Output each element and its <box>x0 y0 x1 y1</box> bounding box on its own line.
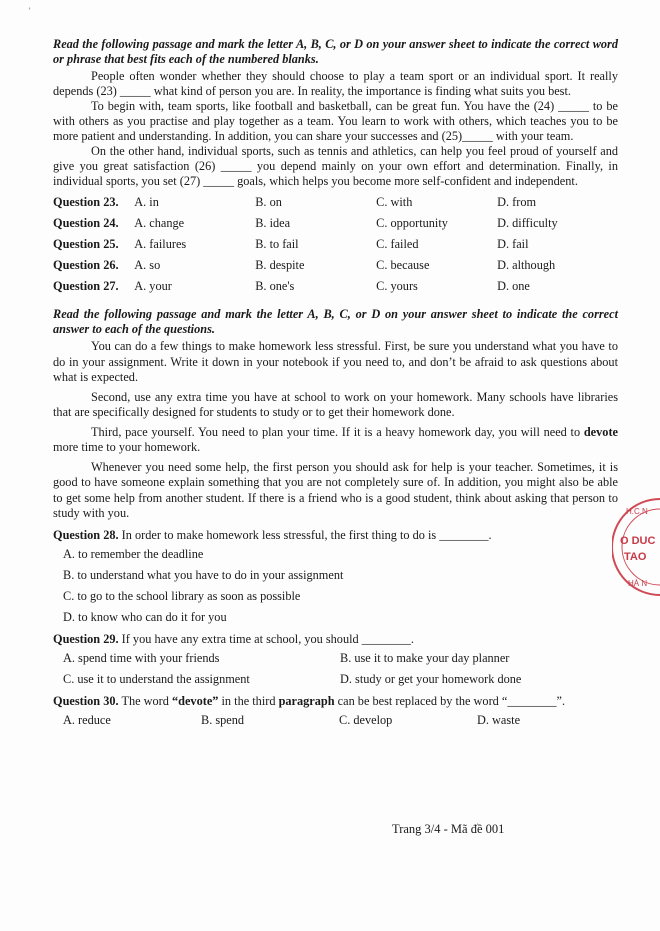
passage1-paragraph-1: People often wonder whether they should choose to play a team sport or an individual sport. It really depends (23) _____ what kind of person you are. In reality, the importance is finding what suits you best. <box>53 69 618 98</box>
passage2-paragraph-3 <box>53 425 618 456</box>
keyword-devote: devote <box>583 424 618 439</box>
paragraph-tail: more time to your homework. <box>53 440 201 454</box>
question-label: Question 25. <box>53 237 119 251</box>
option-a: A. so <box>134 258 161 272</box>
q30-option-a: A. reduce <box>63 712 111 727</box>
keyword-devote-quoted: “devote” <box>171 693 219 708</box>
question-label: Question 30. <box>53 693 119 708</box>
question-label: Question 23. <box>53 195 119 209</box>
option-d: D. from <box>497 195 537 209</box>
option-b: B. to fail <box>255 237 299 251</box>
question-29-stem <box>53 630 618 648</box>
option-c: C. because <box>376 258 430 272</box>
svg-text:HÀ N: HÀ N <box>628 579 648 588</box>
q29-option-a: A. spend time with your friends <box>63 650 220 665</box>
q30-options <box>53 710 618 731</box>
option-b: B. on <box>255 195 282 209</box>
q30-option-d: D. waste <box>477 712 521 727</box>
question-label: Question 28. <box>53 527 119 542</box>
question-label: Question 26. <box>53 258 119 272</box>
q28-option-b: B. to understand what you have to do in your assignment <box>63 567 344 582</box>
question-text: The word <box>118 693 172 708</box>
question-text: If you have any extra time at school, you should ________. <box>118 631 415 646</box>
q29-option-b: B. use it to make your day planner <box>340 650 510 665</box>
cloze-questions <box>53 192 618 297</box>
svg-text:H.C.N: H.C.N <box>626 507 648 516</box>
question-row-23 <box>53 192 618 213</box>
q28-option-a: A. to remember the deadline <box>63 546 204 561</box>
keyword-paragraph: paragraph <box>278 693 335 708</box>
question-label: Question 24. <box>53 216 119 230</box>
option-d: D. one <box>497 279 530 293</box>
q30-option-b: B. spend <box>201 712 245 727</box>
corner-mark: ’ <box>28 6 31 16</box>
option-b: B. despite <box>255 258 305 272</box>
question-row-24 <box>53 213 618 234</box>
q30-option-c: C. develop <box>339 712 393 727</box>
section2 <box>53 307 618 731</box>
section1-instruction: Read the following passage and mark the letter A, B, C, or D on your answer sheet to indicate the correct word or phrase that best fits each of the numbered blanks. <box>53 37 618 66</box>
question-28-stem <box>53 526 618 544</box>
q29-options-row-2 <box>53 669 618 690</box>
option-b: B. idea <box>255 216 291 230</box>
question-text: can be best replaced by the word “________”. <box>334 693 566 708</box>
question-label: Question 29. <box>53 631 119 646</box>
option-c: C. with <box>376 195 413 209</box>
option-a: A. in <box>134 195 159 209</box>
option-d: D. difficulty <box>497 216 558 230</box>
q28-option-c: C. to go to the school library as soon as possible <box>63 588 301 603</box>
q29-option-c: C. use it to understand the assignment <box>63 671 250 686</box>
q29-option-d: D. study or get your homework done <box>340 671 522 686</box>
question-row-25 <box>53 234 618 255</box>
q29-options-row-1 <box>53 648 618 669</box>
option-c: C. failed <box>376 237 419 251</box>
q28-option-d: D. to know who can do it for you <box>63 609 227 624</box>
option-d: D. fail <box>497 237 529 251</box>
page-footer: Trang 3/4 - Mã đề 001 <box>392 822 505 836</box>
option-a: A. change <box>134 216 185 230</box>
option-b: B. one's <box>255 279 295 293</box>
section2-instruction: Read the following passage and mark the letter A, B, C, or D on your answer sheet to indicate the correct answer to each of the questions. <box>53 307 618 336</box>
svg-text:O DUC: O DUC <box>620 535 656 547</box>
passage2-paragraph-1: You can do a few things to make homework less stressful. First, be sure you understand what you have to do in your assignment. Write it down in your notebook if you need to, and don’t be afraid to ask questions about what is expected. <box>53 339 618 384</box>
question-row-26 <box>53 255 618 276</box>
option-d: D. although <box>497 258 556 272</box>
passage2-paragraph-2: Second, use any extra time you have at school to work on your homework. Many schools have libraries that are specifically designed for students to study or to get their homework done. <box>53 389 618 419</box>
option-c: C. opportunity <box>376 216 448 230</box>
question-label: Question 27. <box>53 279 119 293</box>
question-text: in the third <box>218 693 279 708</box>
passage1-paragraph-2: To begin with, team sports, like football and basketball, can be great fun. You have the (24) _____ to be with others as you practise and play together as a team. You learn to work with others, which teaches you to be more patient and understanding. In addition, you can share your successes and (25)_____ with your team. <box>53 99 618 143</box>
official-seal-stamp <box>612 492 660 602</box>
question-row-27 <box>53 276 618 297</box>
passage1-paragraph-3: On the other hand, individual sports, such as tennis and athletics, can help you feel proud of yourself and give you great satisfaction (26) _____ you depend mainly on your own effort and determination. Finally, in individual sports, you set (27) _____ goals, which helps you become more self-confident and independent. <box>53 144 618 188</box>
question-text: In order to make homework less stressful, the first thing to do is ________. <box>118 527 492 542</box>
option-a: A. failures <box>134 237 187 251</box>
paragraph-text: Third, pace yourself. You need to plan your time. If it is a heavy homework day, you will need to <box>91 424 581 439</box>
svg-text:TAO: TAO <box>624 551 647 563</box>
exam-page <box>53 37 618 731</box>
question-30-stem <box>53 692 618 710</box>
passage2-paragraph-4: Whenever you need some help, the first person you should ask for help is your teacher. Sometimes, it is good to have someone explain something that you are not completely sure of. In addition, you might also be able to get some help from another student. If there is a friend who is a good student, think about asking that person to study with you. <box>53 459 618 520</box>
option-c: C. yours <box>376 279 418 293</box>
option-a: A. your <box>134 279 172 293</box>
